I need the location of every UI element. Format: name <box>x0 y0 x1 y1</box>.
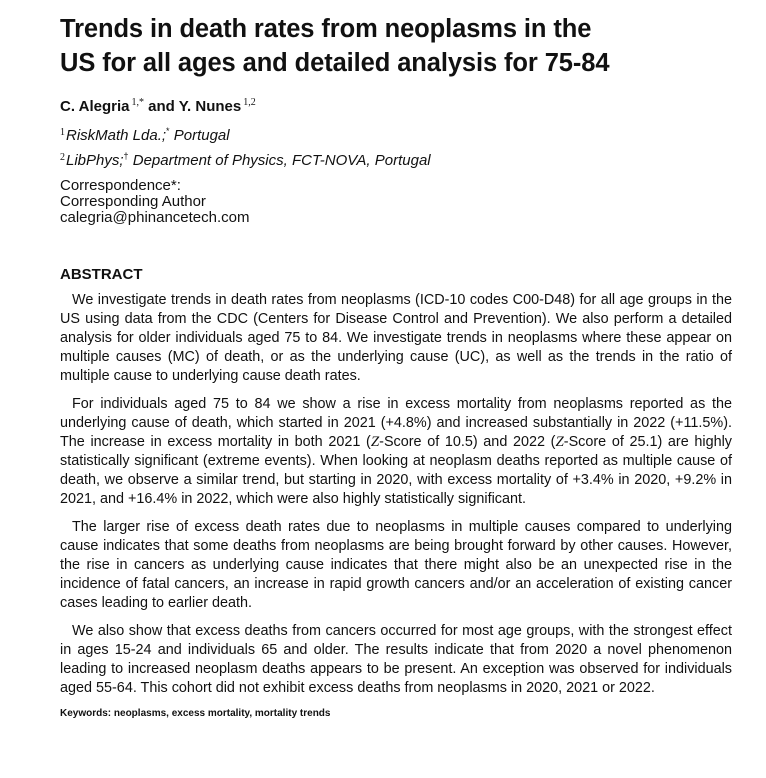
affiliation-place: Department of Physics, FCT-NOVA, Portugal <box>128 152 431 169</box>
z-symbol: Z <box>370 434 380 450</box>
correspondence-label: Correspondence*: <box>60 177 181 194</box>
title-line-2: US for all ages and detailed analysis for 75-84 <box>60 49 610 77</box>
affiliation-item <box>60 121 732 146</box>
author-name: Y. Nunes <box>178 98 242 115</box>
correspondence-name: Corresponding Author <box>60 193 206 210</box>
author-affiliation-mark: 1,* <box>131 97 144 108</box>
abstract-paragraph-1: We investigate trends in death rates from neoplasms (ICD-10 codes C00-D48) for all age groups in the US using data from the CDC (Centers for Disease Control and Prevention). We also perform a detailed analysis for older individuals aged 75 to 84. We investigate trends in neoplasms where these appear on multiple causes (MC) of death, or as the underlying cause (UC), as well as the trends in the ratio of multiple cause to underlying cause death rates. <box>60 292 732 384</box>
affiliation-place: Portugal <box>169 127 230 144</box>
correspondence-block <box>60 178 732 226</box>
abstract-text: For individuals aged 75 to 84 we show a rise in excess mortality from neoplasms reported as the underlying cause of death, which started in 2021 (+4.8%) and increased substantially in 2022 (+11.5%). The increase in excess mortality in both 2021 ( <box>60 396 732 450</box>
abstract-paragraph-4: We also show that excess deaths from cancers occurred for most age groups, with the strongest effect in ages 15-24 and individuals 65 and older. The results indicate that from 2020 a novel phenomenon leading to increased neoplasm deaths appears to be present. An exception was observed for individuals aged 55-64. This cohort did not exhibit excess deaths from neoplasms in 2020, 2021 or 2022. <box>60 623 732 696</box>
affiliation-number: 2 <box>60 152 65 163</box>
abstract-text: -Score of 10.5) and 2022 ( <box>379 434 556 450</box>
abstract-heading: ABSTRACT <box>60 266 143 283</box>
affiliation-name: RiskMath Lda.; <box>66 127 167 144</box>
paper-page <box>60 12 732 721</box>
author-list <box>60 94 732 116</box>
keywords-list: neoplasms, excess mortality, mortality trends <box>113 708 331 719</box>
keywords-label: Keywords: <box>60 708 112 719</box>
affiliation-list <box>60 121 732 171</box>
affiliation-name: LibPhys; <box>66 152 124 169</box>
affiliation-footnote-mark: † <box>123 151 129 161</box>
paper-title <box>60 12 732 80</box>
correspondence-email[interactable]: calegria@phinancetech.com <box>60 209 250 226</box>
abstract-text: -Score of 25.1) are highly statistically significant (extreme events). When looking at neoplasm deaths reported as multiple cause of death, we observe a similar trend, but starting in 2020, with excess mortality of +3.4% in 2020, +9.2% in 2021, and +16.4% in 2022, which were also highly statistically significant. <box>60 434 732 507</box>
author-joiner: and <box>148 98 175 115</box>
author-name: C. Alegria <box>60 98 130 115</box>
abstract-paragraph-3: The larger rise of excess death rates due to neoplasms in multiple causes compared to underlying cause indicates that some deaths from neoplasms are being brought forward by other causes. However, the rise in cancers as underlying cause indicates that there might also be an unexpected rise in the incidence of fatal cancers, an increase in rapid growth cancers and/or an acceleration of existing cancer cases leading to earlier death. <box>60 519 732 611</box>
affiliation-item <box>60 146 732 171</box>
affiliation-footnote-mark: * <box>166 126 170 136</box>
author-affiliation-mark: 1,2 <box>243 97 256 108</box>
keywords-line <box>60 707 732 721</box>
z-symbol: Z <box>555 434 564 450</box>
affiliation-number: 1 <box>60 127 65 138</box>
title-line-1: Trends in death rates from neoplasms in the <box>60 15 592 43</box>
abstract-paragraph-2 <box>60 395 732 509</box>
